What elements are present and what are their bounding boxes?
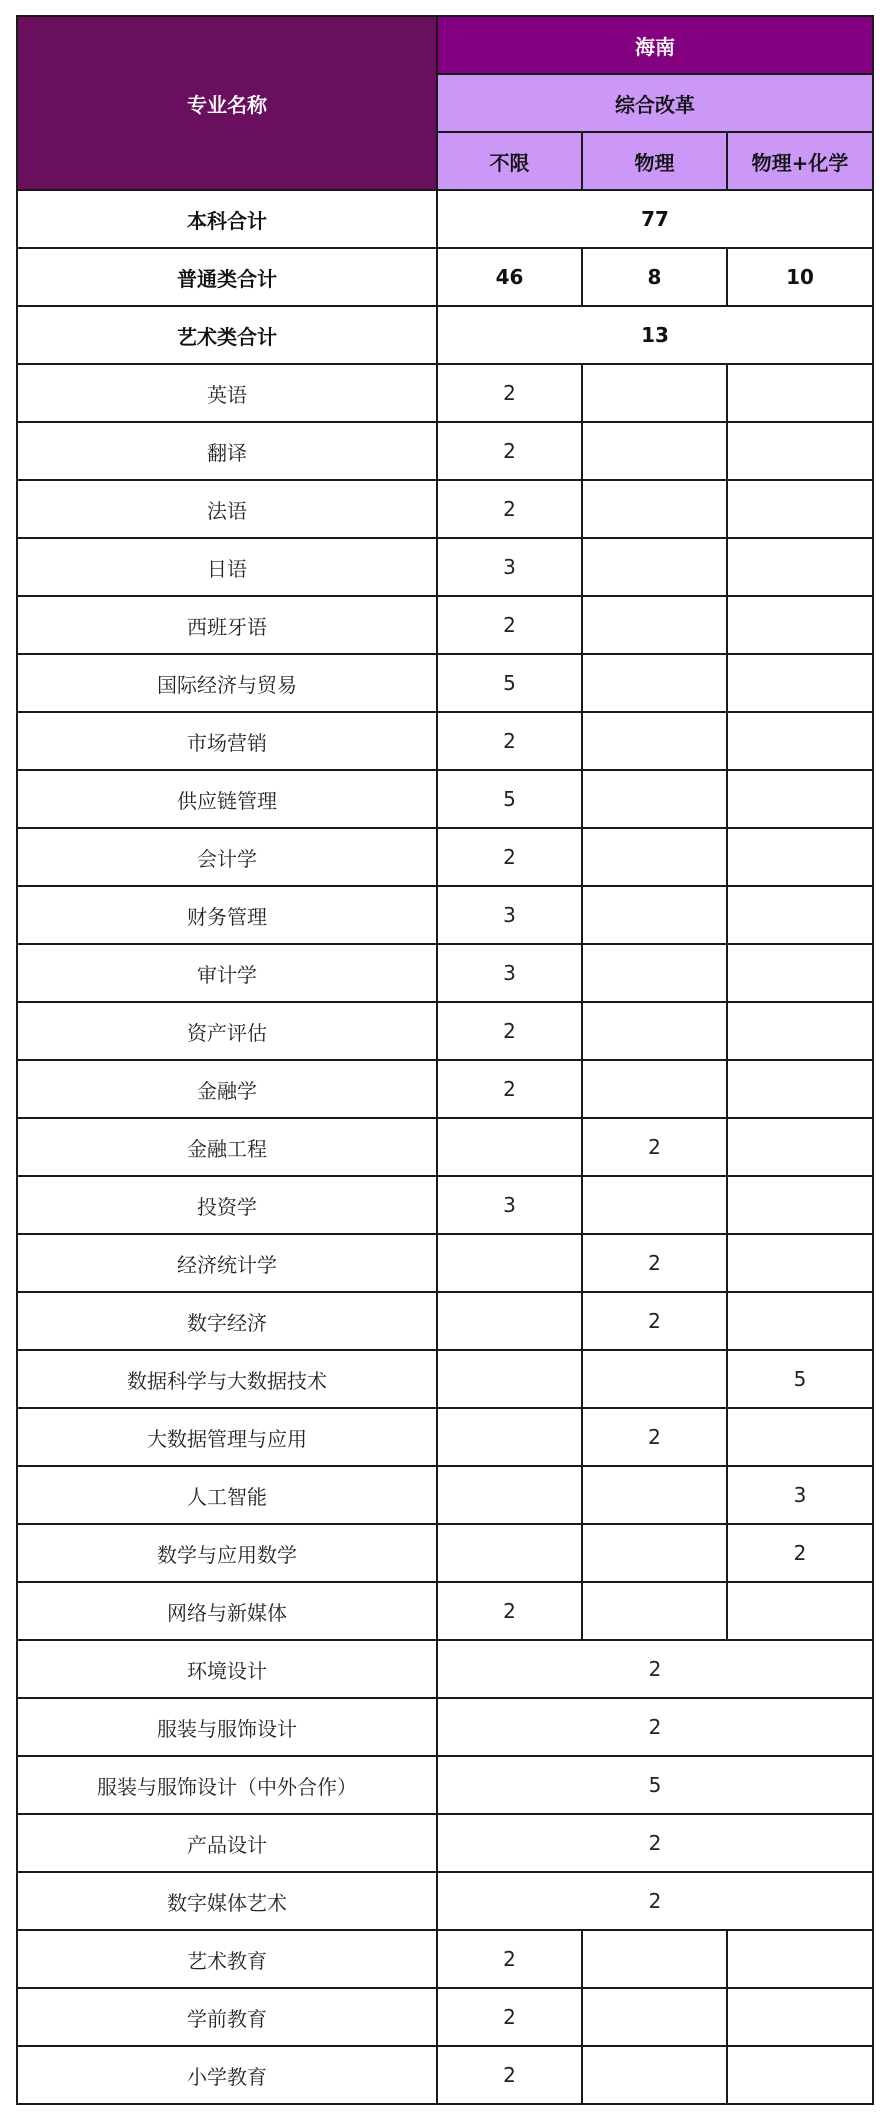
table-row [17, 1350, 873, 1408]
major-name-cell: 金融学 [17, 1060, 437, 1118]
reform-type-header: 综合改革 [437, 74, 873, 132]
quota-cell-physics [582, 1930, 727, 1988]
table-row [17, 480, 873, 538]
major-name-cell: 数学与应用数学 [17, 1524, 437, 1582]
quota-cell-unlimited [437, 1118, 582, 1176]
quota-cell-unlimited: 3 [437, 538, 582, 596]
table-row [17, 654, 873, 712]
quota-cell-physics-chemistry [727, 1118, 873, 1176]
table-row [17, 538, 873, 596]
major-name-cell: 会计学 [17, 828, 437, 886]
quota-cell-unlimited: 2 [437, 1002, 582, 1060]
enrollment-plan-table-wrapper [16, 15, 874, 2105]
major-name-cell: 数据科学与大数据技术 [17, 1350, 437, 1408]
regular-total-physics: 8 [582, 248, 727, 306]
table-row [17, 1930, 873, 1988]
quota-cell-physics-chemistry [727, 886, 873, 944]
table-row [17, 1582, 873, 1640]
quota-cell-physics: 2 [582, 1234, 727, 1292]
quota-cell-physics [582, 828, 727, 886]
quota-cell-physics-chemistry [727, 1582, 873, 1640]
quota-cell-unlimited: 2 [437, 2046, 582, 2104]
row-label: 本科合计 [17, 190, 437, 248]
table-row [17, 1814, 873, 1872]
major-name-cell: 审计学 [17, 944, 437, 1002]
quota-cell-physics-chemistry [727, 2046, 873, 2104]
table-row [17, 1698, 873, 1756]
quota-cell-unlimited: 2 [437, 422, 582, 480]
table-row [17, 1176, 873, 1234]
major-name-cell: 学前教育 [17, 1988, 437, 2046]
quota-cell-physics [582, 944, 727, 1002]
quota-cell-unlimited: 3 [437, 1176, 582, 1234]
major-name-cell: 金融工程 [17, 1118, 437, 1176]
subject-col-physics-chemistry: 物理+化学 [727, 132, 873, 190]
quota-cell-physics [582, 364, 727, 422]
quota-cell-unlimited [437, 1466, 582, 1524]
major-name-cell: 资产评估 [17, 1002, 437, 1060]
quota-cell-physics [582, 1466, 727, 1524]
table-row [17, 1118, 873, 1176]
enrollment-plan-table [16, 15, 874, 2105]
quota-cell-merged: 5 [437, 1756, 873, 1814]
quota-cell-physics-chemistry [727, 1930, 873, 1988]
table-row [17, 1988, 873, 2046]
major-name-cell: 法语 [17, 480, 437, 538]
quota-cell-physics-chemistry: 2 [727, 1524, 873, 1582]
subject-col-unlimited: 不限 [437, 132, 582, 190]
major-name-cell: 投资学 [17, 1176, 437, 1234]
quota-cell-unlimited: 2 [437, 1582, 582, 1640]
quota-cell-physics [582, 1582, 727, 1640]
regular-total-unlimited: 46 [437, 248, 582, 306]
quota-cell-physics-chemistry [727, 712, 873, 770]
quota-cell-unlimited: 3 [437, 944, 582, 1002]
quota-cell-unlimited: 2 [437, 364, 582, 422]
major-name-cell: 大数据管理与应用 [17, 1408, 437, 1466]
summary-row-undergrad [17, 190, 873, 248]
quota-cell-physics [582, 538, 727, 596]
table-row [17, 944, 873, 1002]
quota-cell-physics [582, 1988, 727, 2046]
major-name-cell: 经济统计学 [17, 1234, 437, 1292]
quota-cell-unlimited: 5 [437, 770, 582, 828]
table-row [17, 1060, 873, 1118]
quota-cell-unlimited [437, 1408, 582, 1466]
quota-cell-unlimited: 2 [437, 1060, 582, 1118]
major-name-cell: 网络与新媒体 [17, 1582, 437, 1640]
quota-cell-unlimited [437, 1524, 582, 1582]
quota-cell-merged: 2 [437, 1640, 873, 1698]
major-name-cell: 财务管理 [17, 886, 437, 944]
quota-cell-merged: 2 [437, 1872, 873, 1930]
table-row [17, 1872, 873, 1930]
region-header: 海南 [437, 16, 873, 74]
table-row [17, 1466, 873, 1524]
quota-cell-physics-chemistry [727, 1002, 873, 1060]
quota-cell-physics [582, 654, 727, 712]
quota-cell-physics [582, 1350, 727, 1408]
major-name-cell: 英语 [17, 364, 437, 422]
table-row [17, 1524, 873, 1582]
major-name-cell: 小学教育 [17, 2046, 437, 2104]
quota-cell-physics-chemistry [727, 480, 873, 538]
quota-cell-physics [582, 1524, 727, 1582]
major-name-cell: 艺术教育 [17, 1930, 437, 1988]
quota-cell-unlimited: 3 [437, 886, 582, 944]
quota-cell-physics-chemistry [727, 1060, 873, 1118]
table-row [17, 364, 873, 422]
quota-cell-unlimited: 2 [437, 828, 582, 886]
summary-row-art [17, 306, 873, 364]
quota-cell-physics [582, 886, 727, 944]
major-name-cell: 西班牙语 [17, 596, 437, 654]
major-name-cell: 市场营销 [17, 712, 437, 770]
table-row [17, 886, 873, 944]
quota-cell-unlimited [437, 1350, 582, 1408]
row-label: 普通类合计 [17, 248, 437, 306]
table-row [17, 828, 873, 886]
quota-cell-physics-chemistry [727, 1408, 873, 1466]
major-name-cell: 产品设计 [17, 1814, 437, 1872]
quota-cell-physics [582, 770, 727, 828]
major-name-cell: 供应链管理 [17, 770, 437, 828]
major-name-cell: 环境设计 [17, 1640, 437, 1698]
table-row [17, 1292, 873, 1350]
table-row [17, 1408, 873, 1466]
quota-cell-physics [582, 1176, 727, 1234]
quota-cell-physics [582, 422, 727, 480]
major-name-cell: 国际经济与贸易 [17, 654, 437, 712]
table-row [17, 1002, 873, 1060]
quota-cell-physics-chemistry [727, 364, 873, 422]
quota-cell-physics-chemistry [727, 770, 873, 828]
major-name-cell: 服装与服饰设计（中外合作） [17, 1756, 437, 1814]
quota-cell-physics [582, 480, 727, 538]
quota-cell-physics-chemistry [727, 1988, 873, 2046]
major-name-cell: 服装与服饰设计 [17, 1698, 437, 1756]
table-row [17, 422, 873, 480]
major-name-cell: 数字经济 [17, 1292, 437, 1350]
quota-cell-physics [582, 596, 727, 654]
regular-total-physics-chemistry: 10 [727, 248, 873, 306]
major-name-header: 专业名称 [17, 16, 437, 190]
quota-cell-physics-chemistry [727, 1176, 873, 1234]
major-name-cell: 人工智能 [17, 1466, 437, 1524]
quota-cell-physics: 2 [582, 1408, 727, 1466]
quota-cell-unlimited: 2 [437, 712, 582, 770]
quota-cell-physics-chemistry [727, 422, 873, 480]
quota-cell-physics-chemistry: 3 [727, 1466, 873, 1524]
table-row [17, 1234, 873, 1292]
quota-cell-merged: 2 [437, 1814, 873, 1872]
quota-cell-physics-chemistry [727, 1234, 873, 1292]
quota-cell-physics-chemistry: 5 [727, 1350, 873, 1408]
table-row [17, 596, 873, 654]
quota-cell-physics-chemistry [727, 828, 873, 886]
quota-cell-physics [582, 1060, 727, 1118]
quota-cell-unlimited: 2 [437, 596, 582, 654]
quota-cell-physics: 2 [582, 1118, 727, 1176]
table-row [17, 770, 873, 828]
quota-cell-unlimited: 5 [437, 654, 582, 712]
subject-col-physics: 物理 [582, 132, 727, 190]
quota-cell-physics [582, 2046, 727, 2104]
art-total-value: 13 [437, 306, 873, 364]
quota-cell-merged: 2 [437, 1698, 873, 1756]
quota-cell-physics-chemistry [727, 944, 873, 1002]
quota-cell-physics-chemistry [727, 1292, 873, 1350]
table-row [17, 712, 873, 770]
quota-cell-unlimited: 2 [437, 1930, 582, 1988]
undergrad-total-value: 77 [437, 190, 873, 248]
row-label: 艺术类合计 [17, 306, 437, 364]
table-row [17, 1756, 873, 1814]
summary-row-regular [17, 248, 873, 306]
major-name-cell: 数字媒体艺术 [17, 1872, 437, 1930]
quota-cell-physics-chemistry [727, 654, 873, 712]
quota-cell-physics [582, 1002, 727, 1060]
table-row [17, 2046, 873, 2104]
quota-cell-physics-chemistry [727, 596, 873, 654]
quota-cell-unlimited: 2 [437, 1988, 582, 2046]
quota-cell-unlimited [437, 1292, 582, 1350]
quota-cell-unlimited: 2 [437, 480, 582, 538]
major-name-cell: 翻译 [17, 422, 437, 480]
quota-cell-unlimited [437, 1234, 582, 1292]
quota-cell-physics [582, 712, 727, 770]
table-row [17, 1640, 873, 1698]
major-name-cell: 日语 [17, 538, 437, 596]
quota-cell-physics-chemistry [727, 538, 873, 596]
quota-cell-physics: 2 [582, 1292, 727, 1350]
